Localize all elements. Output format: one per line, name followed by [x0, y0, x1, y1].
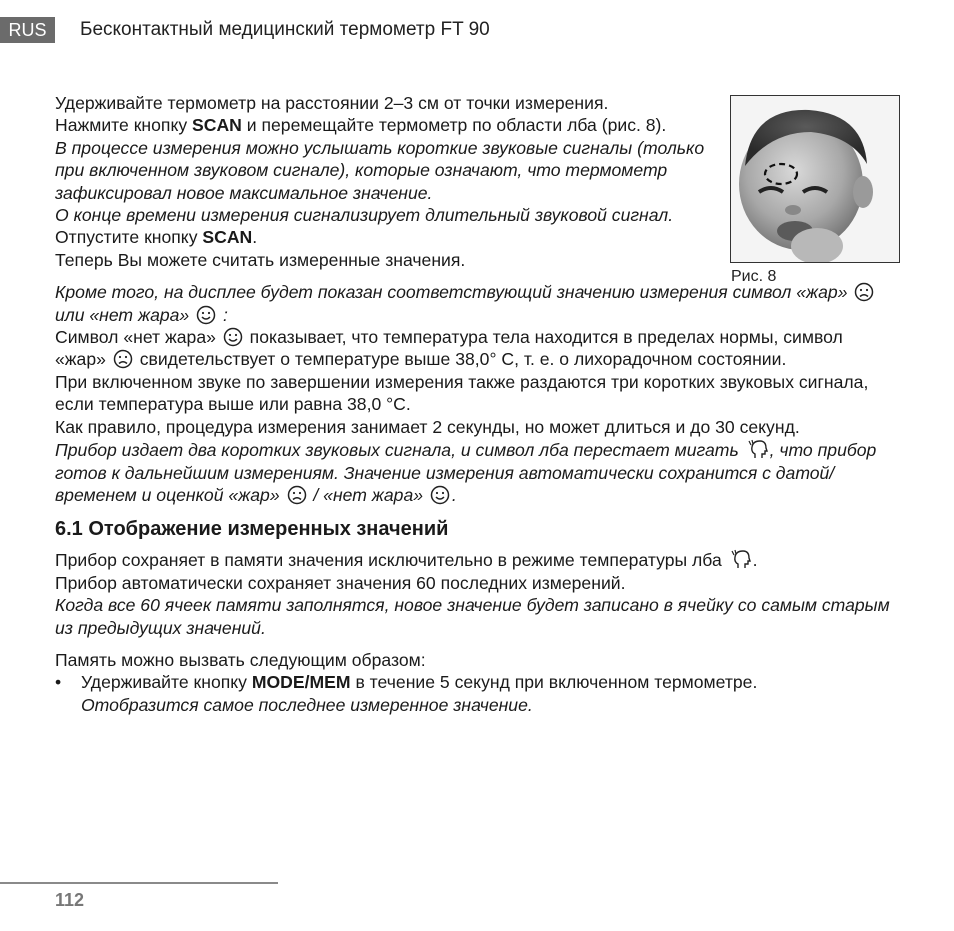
figure-caption: Рис. 8 — [731, 268, 777, 285]
memory-capacity: Прибор автоматически сохраняет значения 60 последних измерений. — [55, 572, 626, 593]
main-text — [55, 92, 895, 716]
note-beeps: В процессе измерения можно услышать короткие звуковые сигналы (только при включенном звуковом сигнале), которые означают, что термометр зафиксировал новое максимальное значение. — [55, 137, 705, 203]
instruction-hold-distance: Удерживайте термометр на расстоянии 2–3 см от точки измерения. — [55, 93, 609, 113]
smiley-face-icon — [430, 485, 450, 505]
page-header-title: Бесконтактный медицинский термометр FT 90 — [80, 19, 490, 40]
instruction-press-scan: Нажмите кнопку SCAN и перемещайте термометр по области лба (рис. 8). — [55, 115, 667, 136]
memory-overwrite-note: Когда все 60 ячеек памяти заполнятся, новое значение будет записано в ячейку со самым старым из предыдущих значений. — [55, 595, 890, 638]
smiley-face-icon — [196, 305, 216, 325]
note-long-beep: О конце времени измерения сигнализирует длительный звуковой сигнал. — [55, 205, 674, 226]
memory-mode-note: Прибор сохраняет в памяти значения исключительно в режиме температуры лба . — [55, 550, 758, 571]
measurement-duration: Как правило, процедура измерения занимает 2 секунды, но может длиться и до 30 секунд. — [55, 416, 800, 437]
smiley-face-icon — [223, 327, 243, 347]
page-number: 112 — [55, 890, 85, 910]
sad-face-icon — [287, 485, 307, 505]
forehead-head-icon — [729, 548, 753, 570]
memory-recall-intro: Память можно вызвать следующим образом: — [55, 649, 426, 670]
language-badge: RUS — [0, 17, 55, 43]
bullet-instruction: Удерживайте кнопку MODE/MEM в течение 5 секунд при включенном термометре. — [81, 672, 758, 693]
list-item — [55, 671, 895, 716]
instruction-read-values: Теперь Вы можете считать измеренные значения. — [55, 249, 466, 270]
bullet-result: Отобразится самое последнее измеренное значение. — [81, 694, 533, 715]
footer-divider — [0, 882, 278, 884]
instruction-release-scan: Отпустите кнопку SCAN. — [55, 227, 258, 248]
section-title: 6.1 Отображение измеренных значений — [55, 518, 449, 541]
symbol-explanation: Символ «нет жара» показывает, что температура тела находится в пределах нормы, символ «жар» свидетельствует о температуре выше 38,0° С, т. е. о лихорадочном состоянии. — [55, 327, 843, 370]
beeps-fever-note: При включенном звуке по завершении измерения также раздаются три коротких звуковых сигнала, если температура выше или равна 38,0 °С. — [55, 371, 869, 415]
sad-face-icon — [113, 349, 133, 369]
note-display-symbol: Кроме того, на дисплее будет показан соответствующий значению измерения символ «жар» или «нет жара» : — [55, 281, 895, 326]
ready-note: Прибор издает два коротких звуковых сигнала, и символ лба перестает мигать , что прибор готов к дальнейшим измерениям. Значение измерения автоматически сохранится с датой/временем и оценкой «жар» / «нет жара» . — [55, 440, 877, 505]
sad-face-icon — [854, 282, 874, 302]
bullet-marker: • — [55, 672, 62, 693]
forehead-head-icon — [746, 438, 770, 460]
